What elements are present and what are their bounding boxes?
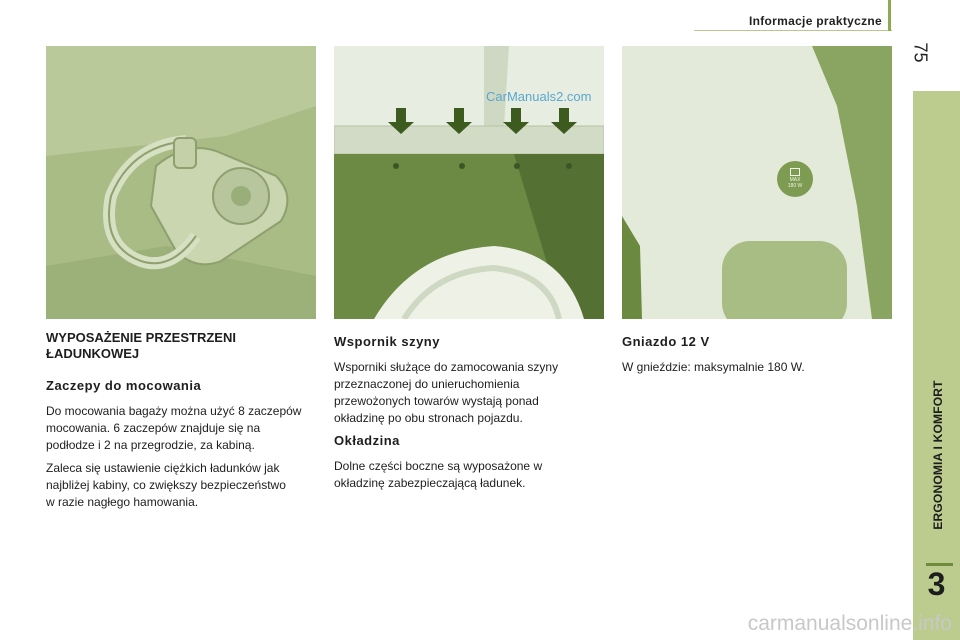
socket-12v-image	[622, 46, 892, 319]
rail-support-heading: Wspornik szyny	[334, 334, 440, 349]
socket-icon	[790, 168, 800, 176]
socket-paragraph: W gnieździe: maksymalnie 180 W.	[622, 360, 805, 374]
cargo-equipment-heading: WYPOSAŻENIE PRZESTRZENI ŁADUNKOWEJ	[46, 330, 236, 361]
chapter-number: 3	[927, 566, 946, 602]
section-title: Informacje praktyczne	[748, 14, 882, 28]
socket-heading: Gniazdo 12 V	[622, 334, 710, 349]
socket-watt-label: 180 W	[787, 183, 803, 189]
chapter-side-tab	[913, 91, 960, 640]
header-rule	[694, 30, 892, 31]
rail-support-image	[334, 46, 604, 319]
header-accent-bar	[888, 0, 891, 31]
tie-down-paragraph-2: Zaleca się ustawienie ciężkich ładunków jak najbliżej kabiny, co zwiększy bezpieczeństwo w razie nagłego hamowania.	[46, 461, 286, 509]
photo-watermark: CarManuals2.com	[486, 89, 592, 104]
socket-max-label: MAX	[789, 177, 801, 183]
page-number: 75	[910, 42, 931, 63]
rail-support-column	[334, 330, 604, 498]
tie-down-paragraph-1: Do mocowania bagaży można użyć 8 zaczepów mocowania. 6 zaczepów znajduje się na podłodze i 2 na przegrodzie, za kabiną.	[46, 404, 302, 452]
tie-down-heading: Zaczepy do mocowania	[46, 378, 202, 393]
rail-support-paragraph: Wsporniki służące do zamocowania szyny przeznaczonej do unieruchomienia przewożonych towarów wystają ponad okładzinę po obu stronach pojazdu.	[334, 360, 559, 425]
cargo-equipment-column	[46, 330, 316, 517]
socket-column	[622, 330, 892, 382]
footer-watermark: carmanualsonline.info	[747, 612, 952, 635]
lining-heading: Okładzina	[334, 433, 400, 448]
tie-down-ring-image	[46, 46, 316, 319]
lining-paragraph: Dolne części boczne są wyposażone w okładzinę zabezpieczającą ładunek.	[334, 459, 543, 490]
chapter-tab-label: ERGONOMIA I KOMFORT	[931, 380, 945, 530]
